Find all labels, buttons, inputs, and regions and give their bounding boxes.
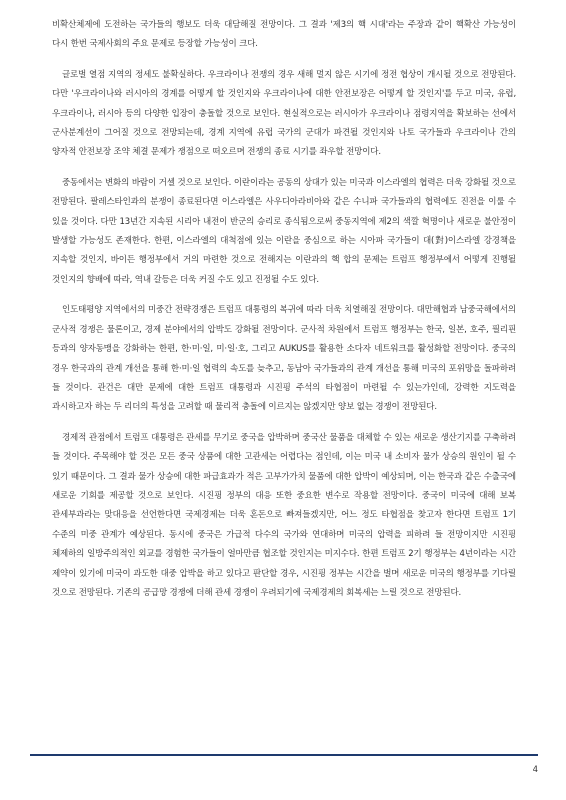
paragraph-indo-pacific: 인도태평양 지역에서의 미중간 전략경쟁은 트럼프 대통령의 복귀에 따라 더욱 치열해질 전망이다. 대만해협과 남중국해에서의 군사적 경쟁은 물론이고, 경제 분야에서의 압박도 강화될 전망이다. 군사적 차원에서 트럼프 행정부는 한국, 일본, 호주, 필리핀 등과의 양자동맹을 강화하는 한편, 한·미·일, 미·일·호, 그리고 AUKUS를 활용한 소다자 네트워크를 활성화할 전망이다. 중국의 경우 한국과의 관계 개선을 통해 한·미·일 협력의 속도를 늦추고, 동남아 국가들과의 관계 개선을 통해 미국의 포위망을 돌파하려 들 것이다. 관건은 대만 문제에 대한 트럼프 대통령과 시진핑 주석의 타협점이 마련될 수 있는가인데, 강력한 지도력을 과시하고자 하는 두 리더의 특성을 고려할 때 물리적 충돌에 이르지는 않겠지만 양보 없는 경쟁이 전망된다. [52, 305, 516, 413]
paragraph-economy: 경제적 관점에서 트럼프 대통령은 관세를 무기로 중국을 압박하며 중국산 물품을 대체할 수 있는 새로운 생산기지를 구축하려 들 것이다. 주목해야 할 것은 모든 중국 상품에 대한 고관세는 어렵다는 점인데, 이는 미국 내 소비자 물가 상승의 원인이 될 수 있기 때문이다. 그 결과 물가 상승에 대한 파급효과가 적은 고부가가치 물품에 대한 압박이 예상되며, 이는 한국과 같은 수출국에 새로운 기회를 제공할 것으로 보인다. 시진핑 정부의 대응 또한 중요한 변수로 작용할 전망이다. 중국이 미국에 대해 보복 관세부과라는 맞대응을 선언한다면 국제경제는 더욱 혼돈으로 빠져들겠지만, 어느 정도 타협점을 찾고자 한다면 트럼프 1기 수준의 미중 관계가 예상된다. 동시에 중국은 가급적 다수의 국가와 연대하며 미국의 압력을 피하려 들 전망이지만 시진핑 체제하의 일방주의적인 외교를 경험한 국가들이 얼마만큼 협조할 것인지는 미지수다. 한편 트럼프 2기 행정부는 4년이라는 시간 제약이 있기에 미국이 과도한 대중 압박을 하고 있다고 판단할 경우, 시진핑 정부는 시간을 벌며 새로운 미국의 행정부를 기다릴 것으로 전망된다. 기존의 공급망 경쟁에 더해 관세 경쟁이 우려되기에 국제경제의 회복세는 느릴 것으로 전망된다. [52, 432, 516, 598]
document-body [52, 16, 516, 614]
footer-divider [30, 754, 538, 756]
paragraph-middle-east: 중동에서는 변화의 바람이 거셀 것으로 보인다. 이란이라는 공동의 상대가 있는 미국과 이스라엘의 협력은 더욱 강화될 것으로 전망된다. 팔레스타인과의 분쟁이 종료된다면 이스라엘은 사우디아라비아와 같은 수니파 국가들과의 협력에도 진전을 이룰 수 있을 것이다. 다만 13년간 지속된 시리아 내전이 반군의 승리로 종식됨으로써 중동지역에 제2의 색깔 혁명이나 새로운 불안정이 발생할 가능성도 존재한다. 한편, 이스라엘의 대척점에 있는 이란을 중심으로 하는 시아파 국가들이 대(對)이스라엘 강경책을 지속할 것인지, 바이든 행정부에서 거의 마련한 것으로 전해지는 이란과의 핵 합의 문제는 트럼프 행정부에서 어떻게 진행될 것인지의 향배에 따라, 역내 갈등은 더욱 커질 수도 있고 진정될 수도 있다. [52, 177, 516, 285]
paragraph-nonproliferation: 비확산체제에 도전하는 국가들의 행보도 더욱 대담해질 전망이다. 그 결과 '제3의 핵 시대'라는 주장과 같이 핵확산 가능성이 다시 한번 국제사회의 주요 문제로 등장할 가능성이 크다. [52, 20, 516, 50]
page-number: 4 [532, 765, 538, 775]
paragraph-ukraine: 글로벌 열점 지역의 정세도 불확실하다. 우크라이나 전쟁의 경우 새해 멀지 않은 시기에 정전 협상이 개시될 것으로 전망된다. 다만 '우크라이나와 러시아의 경계를 어떻게 할 것인지와 우크라이나에 대한 안전보장은 어떻게 할 것인지'를 두고 미국, 유럽, 우크라이나, 러시아 등의 다양한 입장이 충돌할 것으로 보인다. 현실적으로는 러시아가 우크라이나 점령지역을 확보하는 선에서 군사분계선이 그어질 것으로 전망되는데, 경계 지역에 유럽 국가의 군대가 파견될 것인지와 나토 국가들과 우크라이나 간의 양자적 안전보장 조약 체결 문제가 쟁점으로 떠오르며 전쟁의 종료 시기를 좌우할 전망이다. [52, 69, 516, 158]
